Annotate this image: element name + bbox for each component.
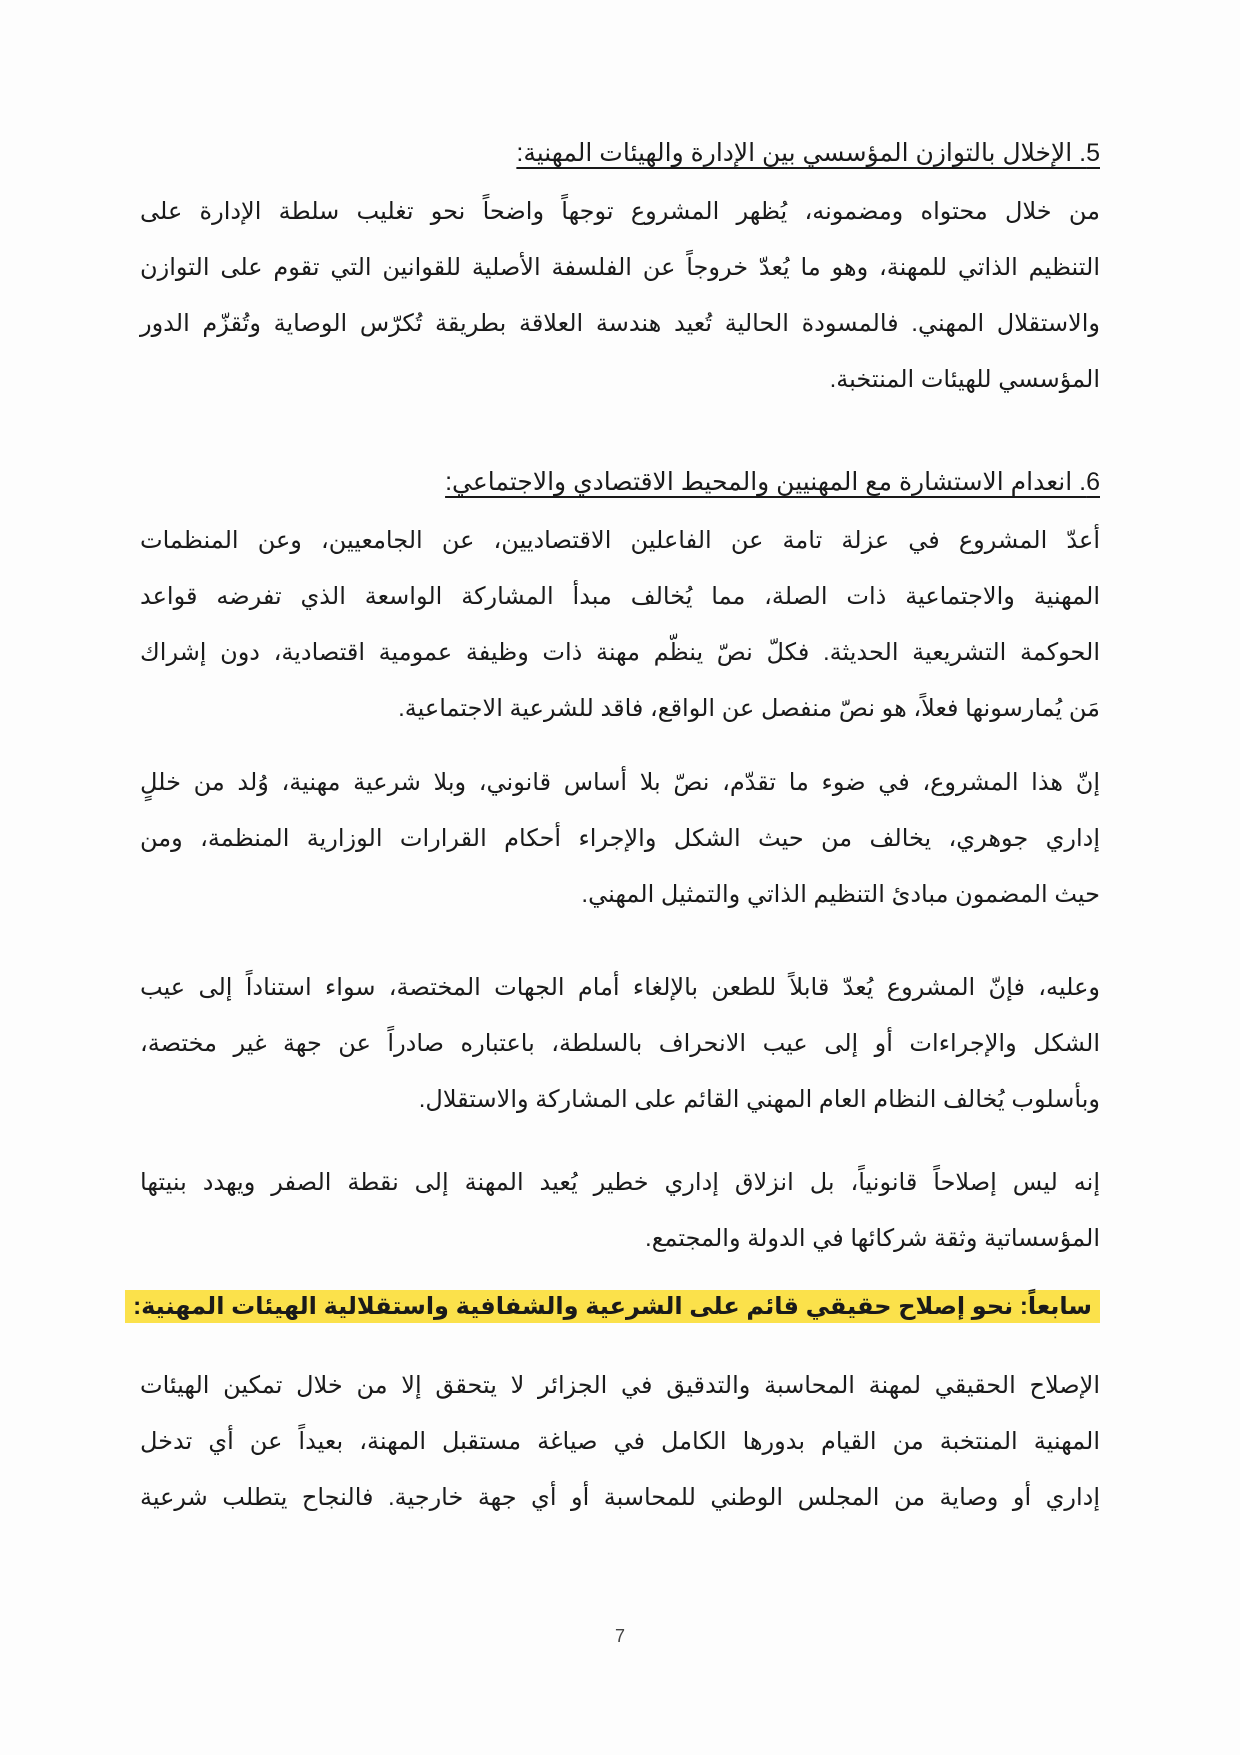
text-line: حيث المضمون مبادئ التنظيم الذاتي والتمثيل المهني. xyxy=(581,881,1100,908)
paragraph-7 xyxy=(140,755,1100,923)
section-7-title: سابعاً: نحو إصلاح حقيقي قائم على الشرعية والشفافية واستقلالية الهيئات المهنية: xyxy=(125,1290,1100,1323)
page-number: 7 xyxy=(614,1626,625,1646)
text-line: والاستقلال المهني. فالمسودة الحالية تُعيد هندسة العلاقة بطريقة تُكرّس الوصاية وتُقزّم الدور xyxy=(140,310,1100,337)
text-line: التنظيم الذاتي للمهنة، وهو ما يُعدّ خروجاً عن الفلسفة الأصلية للقوانين التي تقوم على التوازن xyxy=(140,254,1100,281)
text-line: وعليه، فإنّ المشروع يُعدّ قابلاً للطعن بالإلغاء أمام الجهات المختصة، سواء استناداً إلى عيب xyxy=(140,974,1100,1001)
paragraph-5 xyxy=(140,184,1100,408)
text-line: الشكل والإجراءات أو إلى عيب الانحراف بالسلطة، باعتباره صادراً عن جهة غير مختصة، xyxy=(140,1030,1100,1057)
text-line: من خلال محتواه ومضمونه، يُظهر المشروع توجهاً واضحاً نحو تغليب سلطة الإدارة على xyxy=(140,198,1100,225)
text-line: إنّ هذا المشروع، في ضوء ما تقدّم، نصّ بلا أساس قانوني، وبلا شرعية مهنية، وُلد من خللٍ xyxy=(140,769,1100,796)
paragraph-8 xyxy=(140,960,1100,1128)
text-line: المؤسسي للهيئات المنتخبة. xyxy=(829,366,1100,393)
text-line: الحوكمة التشريعية الحديثة. فكلّ نصّ ينظّم مهنة ذات وظيفة عمومية اقتصادية، دون إشراك xyxy=(140,639,1100,666)
paragraph-10 xyxy=(140,1358,1100,1526)
text-line: المؤسساتية وثقة شركائها في الدولة والمجتمع. xyxy=(645,1225,1100,1252)
text-line: وبأسلوب يُخالف النظام العام المهني القائم على المشاركة والاستقلال. xyxy=(418,1086,1100,1113)
heading-5: 5. الإخلال بالتوازن المؤسسي بين الإدارة والهيئات المهنية: xyxy=(516,139,1100,167)
text-line: إداري جوهري، يخالف من حيث الشكل والإجراء أحكام القرارات الوزارية المنظمة، ومن xyxy=(140,825,1100,852)
text-line: إنه ليس إصلاحاً قانونياً، بل انزلاق إداري خطير يُعيد المهنة إلى نقطة الصفر ويهدد بنيتها xyxy=(140,1169,1101,1196)
text-line: مَن يُمارسونها فعلاً، هو نصّ منفصل عن الواقع، فاقد للشرعية الاجتماعية. xyxy=(398,695,1100,722)
text-line: المهنية المنتخبة من القيام بدورها الكامل في صياغة مستقبل المهنة، بعيداً عن أي تدخل xyxy=(140,1428,1100,1455)
paragraph-9 xyxy=(140,1155,1100,1267)
text-line: المهنية والاجتماعية ذات الصلة، مما يُخالف مبدأ المشاركة الواسعة الذي تفرضه قواعد xyxy=(140,583,1100,610)
text-line: إداري أو وصاية من المجلس الوطني للمحاسبة أو أي جهة خارجية. فالنجاح يتطلب شرعية xyxy=(140,1484,1100,1511)
text-line: الإصلاح الحقيقي لمهنة المحاسبة والتدقيق في الجزائر لا يتحقق إلا من خلال تمكين الهيئات xyxy=(140,1372,1100,1399)
heading-6: 6. انعدام الاستشارة مع المهنيين والمحيط الاقتصادي والاجتماعي: xyxy=(445,468,1100,496)
text-line: أعدّ المشروع في عزلة تامة عن الفاعلين الاقتصاديين، عن الجامعيين، وعن المنظمات xyxy=(140,527,1100,554)
paragraph-6 xyxy=(140,513,1100,737)
